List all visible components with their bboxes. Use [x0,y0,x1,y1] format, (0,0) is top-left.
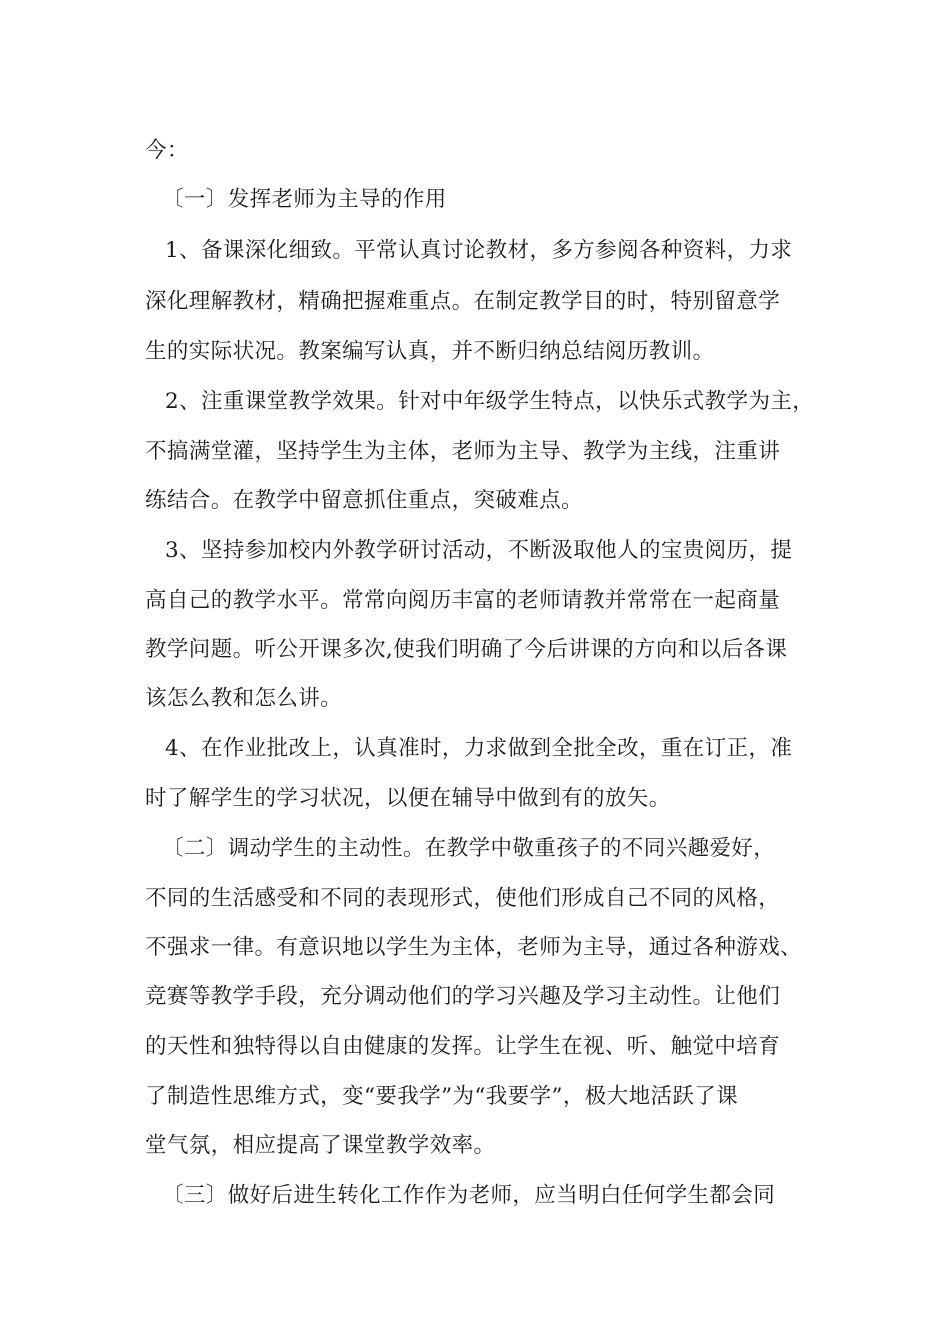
text-line-7: 不搞满堂灌，坚持学生为主体，老师为主导、教学为主线，注重讲 [145,439,781,464]
text-line-6: 2、注重课堂教学效果。针对中年级学生特点，以快乐式教学为主， [165,389,815,414]
section-heading-3: 〔三〕做好后进生转化工作作为老师，应当明白任何学生都会同 [162,1183,776,1208]
text-line-17: 不强求一律。有意识地以学生为主体，老师为主导，通过各种游戏、 [145,935,803,960]
text-line-19: 的天性和独特得以自由健康的发挥。让学生在视、听、触觉中培育 [145,1034,781,1059]
text-line-10: 高自己的教学水平。常常向阅历丰富的老师请教并常常在一起商量 [145,588,781,613]
text-line-14: 时了解学生的学习状况，以便在辅导中做到有的放矢。 [145,786,671,811]
text-line-12: 该怎么教和怎么讲。 [145,686,343,711]
text-line-3: 1、备课深化细致。平常认真讨论教材，多方参阅各种资料，力求 [165,238,793,263]
text-line-4: 深化理解教材，精确把握难重点。在制定教学目的时，特别留意学 [145,289,781,314]
text-line-5: 生的实际状况。教案编写认真，并不断归纳总结阅历教训。 [145,339,715,364]
section-heading-1: 〔一〕发挥老师为主导的作用 [162,187,447,212]
text-line-11: 教学问题。听公开课多次,使我们明确了今后讲课的方向和以后各课 [145,637,788,662]
section-heading-2: 〔二〕调动学生的主动性。在教学中敬重孩子的不同兴趣爱好， [162,836,776,861]
text-line-8: 练结合。在教学中留意抓住重点，突破难点。 [145,488,584,513]
text-line-1: 今： [145,138,189,163]
text-line-21: 堂气氛，相应提高了课堂教学效率。 [145,1133,496,1158]
text-line-18: 竞赛等教学手段，充分调动他们的学习兴趣及学习主动性。让他们 [145,984,781,1009]
text-line-16: 不同的生活感受和不同的表现形式，使他们形成自己不同的风格， [145,886,781,911]
text-line-13: 4、在作业批改上，认真准时，力求做到全批全改，重在订正，准 [165,736,793,761]
text-line-9: 3、坚持参加校内外教学研讨活动，不断汲取他人的宝贵阅历，提 [165,538,793,563]
text-line-20: 了制造性思维方式，变“要我学”为“我要学”，极大地活跃了课 [145,1084,739,1109]
